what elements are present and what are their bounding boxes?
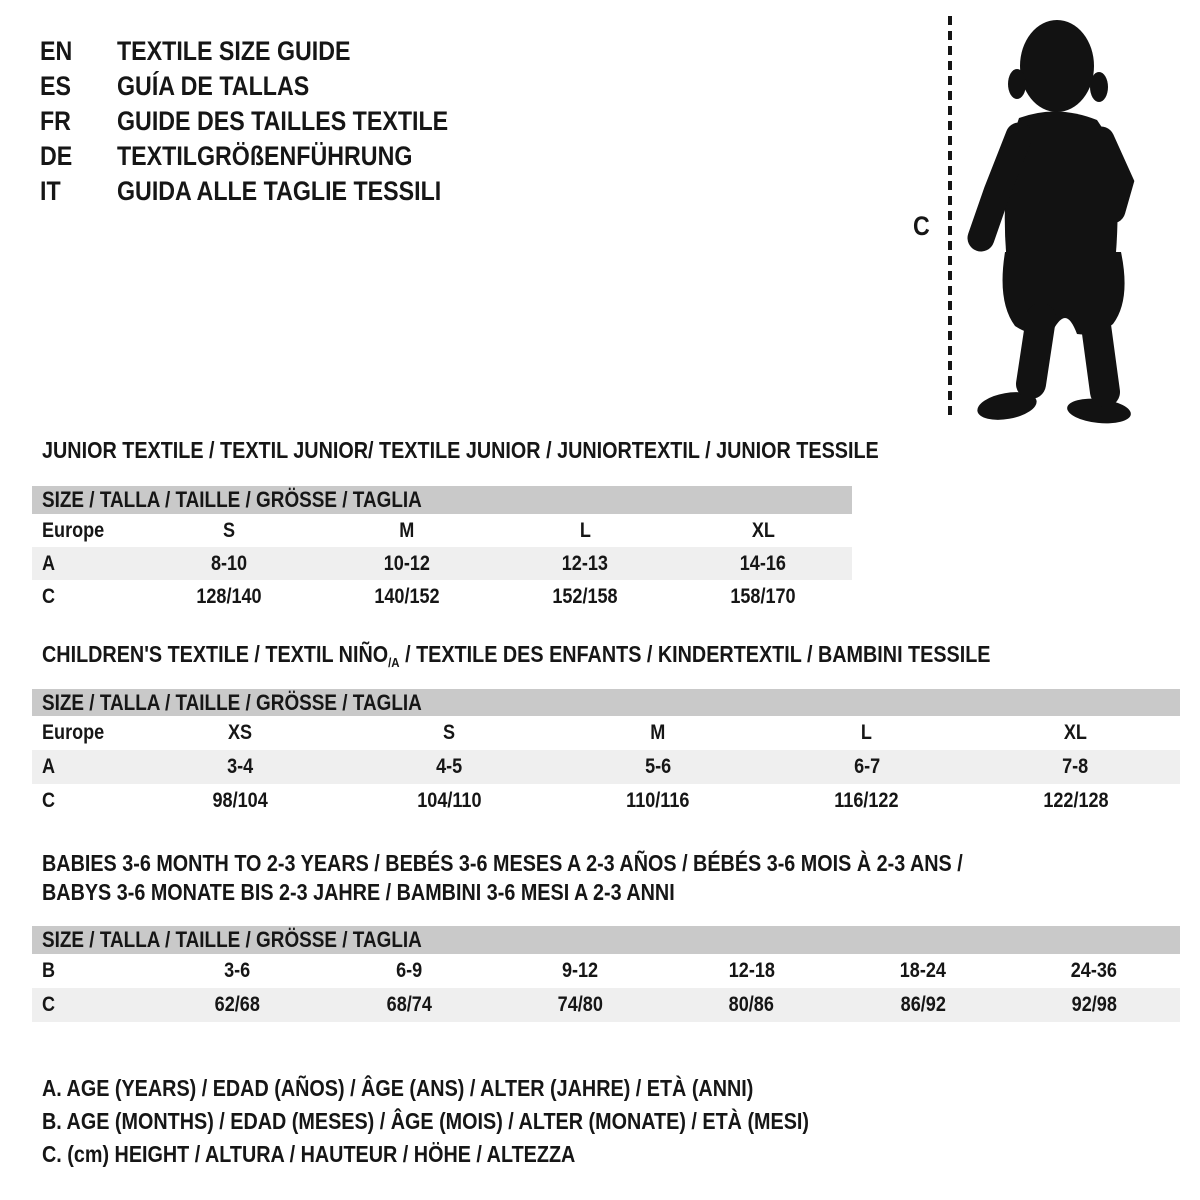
language-code-text: EN [40, 36, 73, 66]
language-title [117, 141, 461, 171]
language-code [40, 176, 64, 206]
cell-text: L [861, 721, 873, 744]
silhouette-ear-right [1090, 72, 1108, 102]
table-row-age [32, 547, 852, 580]
cell-text: XL [751, 518, 775, 542]
row-label-text: C [42, 584, 56, 608]
cell [140, 585, 318, 609]
cell [674, 552, 852, 576]
cell-text: M [399, 518, 415, 542]
cell [496, 552, 674, 576]
cell [323, 959, 494, 983]
footnote-text: C. (cm) HEIGHT / ALTURA / HAUTEUR / HÖHE / ALTEZZA [42, 1141, 576, 1167]
silhouette-ear-left [1008, 69, 1026, 99]
cell [971, 789, 1180, 813]
row-label [32, 755, 136, 779]
row-label-text: A [42, 551, 56, 575]
cell [762, 721, 971, 745]
footnote-text: A. AGE (YEARS) / EDAD (AÑOS) / ÂGE (ANS) / ALTER (JAHRE) / ETÀ (ANNI) [42, 1075, 754, 1101]
cell-text: 7-8 [1062, 755, 1089, 778]
cell-text: 9-12 [562, 959, 599, 982]
cell [345, 755, 554, 779]
cell [554, 755, 763, 779]
row-label [32, 789, 136, 813]
table-title-babies-line1-text: BABIES 3-6 MONTH TO 2-3 YEARS / BEBÉS 3-6 MESES A 2-3 AÑOS / BÉBÉS 3-6 MOIS À 2-3 ANS / [42, 850, 963, 876]
cell [971, 721, 1180, 745]
cell-text: 24-36 [1071, 959, 1118, 982]
cell [762, 755, 971, 779]
table-row-height [32, 580, 852, 613]
cell-text: 3-6 [224, 959, 251, 982]
title-part: CHILDREN'S TEXTILE / TEXTIL NIÑO [42, 641, 389, 667]
cell [345, 789, 554, 813]
toddler-silhouette [963, 12, 1193, 427]
cell [554, 789, 763, 813]
cell-text: 104/110 [417, 789, 482, 812]
row-label-text: A [42, 755, 56, 778]
language-title-text: TEXTILE SIZE GUIDE [117, 36, 351, 66]
cell [496, 585, 674, 609]
height-measure-label-text: C [913, 211, 930, 241]
cell [152, 959, 323, 983]
cell-text: 68/74 [386, 993, 432, 1016]
language-title [117, 36, 389, 66]
cell [136, 721, 345, 745]
title-part: / TEXTILE DES ENFANTS / KINDERTEXTIL / BAMBINI TESSILE [399, 641, 991, 667]
cell [318, 519, 496, 543]
language-code [40, 71, 76, 101]
language-title [117, 176, 494, 206]
table-row-height [32, 784, 1180, 818]
size-header-bar [32, 689, 1180, 716]
language-code [40, 141, 78, 171]
cell-text: XS [228, 721, 253, 744]
cell-text: 74/80 [557, 993, 603, 1016]
cell-text: S [443, 721, 456, 744]
row-label-text: B [42, 959, 56, 982]
table-title-junior [42, 436, 1015, 464]
size-table-children [32, 689, 1180, 818]
cell-text: 12-13 [561, 551, 609, 575]
height-measure-line [948, 16, 952, 415]
table-row-europe [32, 514, 852, 547]
cell-text: 6-7 [853, 755, 880, 778]
cell [554, 721, 763, 745]
table-title-children [42, 640, 1145, 671]
table-row-months [32, 954, 1180, 988]
silhouette-head [1020, 20, 1094, 112]
cell-text: 12-18 [728, 959, 775, 982]
cell-text: 10-12 [383, 551, 431, 575]
cell [318, 585, 496, 609]
cell [1009, 993, 1180, 1017]
table-title-children-text [42, 640, 990, 677]
row-label [32, 585, 140, 609]
table-title-babies-line2 [42, 878, 778, 906]
row-label [32, 519, 140, 543]
cell-text: 122/128 [1042, 789, 1109, 812]
table-title-babies-line1 [42, 849, 1113, 877]
cell [345, 721, 554, 745]
cell [674, 585, 852, 609]
cell [323, 993, 494, 1017]
cell-text: 5-6 [644, 755, 672, 778]
size-header-bar [32, 926, 1180, 954]
row-label-text: Europe [42, 721, 105, 744]
language-code [40, 36, 78, 66]
table-title-babies-line2-text: BABYS 3-6 MONATE BIS 2-3 JAHRE / BAMBINI 3-6 MESI A 2-3 ANNI [42, 879, 675, 905]
cell-text: 140/152 [374, 584, 440, 608]
cell-text: 80/86 [729, 993, 775, 1016]
cell-text: 18-24 [899, 959, 947, 982]
cell-text: 4-5 [436, 755, 463, 778]
cell-text: XL [1064, 721, 1088, 744]
language-title-text: TEXTILGRÖßENFÜHRUNG [117, 141, 413, 171]
table-title-junior-text: JUNIOR TEXTILE / TEXTIL JUNIOR/ TEXTILE JUNIOR / JUNIORTEXTIL / JUNIOR TESSILE [42, 437, 879, 463]
size-header-text: SIZE / TALLA / TAILLE / GRÖSSE / TAGLIA [42, 487, 422, 512]
size-table-junior [32, 486, 852, 613]
language-title [117, 71, 341, 101]
table-row-age [32, 750, 1180, 784]
row-label-text: C [42, 993, 56, 1016]
cell-text: 62/68 [215, 993, 261, 1016]
cell [1009, 959, 1180, 983]
cell [674, 519, 852, 543]
cell-text: L [579, 518, 591, 542]
cell-text: 128/140 [196, 584, 262, 608]
height-measure-label [913, 211, 933, 241]
language-code-text: DE [40, 141, 73, 171]
cell [496, 519, 674, 543]
language-title-text: GUIDE DES TAILLES TEXTILE [117, 106, 449, 136]
cell-text: S [222, 518, 236, 542]
size-header-text: SIZE / TALLA / TAILLE / GRÖSSE / TAGLIA [42, 690, 422, 715]
language-code-text: FR [40, 106, 71, 136]
table-row-height [32, 988, 1180, 1022]
footnote-age-months [42, 1107, 934, 1135]
cell-text: 14-16 [739, 551, 787, 575]
title-subscript: /A [388, 655, 400, 671]
cell-text: 92/98 [1071, 993, 1117, 1016]
cell-text: 3-4 [227, 755, 254, 778]
language-title-text: GUIDA ALLE TAGLIE TESSILI [117, 176, 442, 206]
cell-text: 152/158 [552, 584, 618, 608]
cell-text: 86/92 [900, 993, 946, 1016]
cell-text: 6-9 [395, 959, 423, 982]
cell [140, 519, 318, 543]
cell [666, 993, 837, 1017]
cell-text: M [650, 721, 666, 744]
silhouette-leg-right [1095, 318, 1105, 392]
cell-text: 8-10 [210, 551, 248, 575]
footnote-age-years [42, 1074, 869, 1102]
cell-text: 98/104 [212, 789, 269, 812]
cell [140, 552, 318, 576]
row-label-text: C [42, 789, 56, 812]
footnote-text: B. AGE (MONTHS) / EDAD (MESES) / ÂGE (MOIS) / ALTER (MONATE) / ETÀ (MESI) [42, 1108, 809, 1134]
cell [136, 755, 345, 779]
cell [136, 789, 345, 813]
language-title-text: GUÍA DE TALLAS [117, 71, 310, 101]
row-label [32, 721, 136, 745]
language-code-text: ES [40, 71, 71, 101]
cell [495, 993, 666, 1017]
cell-text: 116/122 [834, 789, 899, 812]
cell [152, 993, 323, 1017]
cell-text: 158/170 [730, 584, 796, 608]
language-code-text: IT [40, 176, 61, 206]
language-code [40, 106, 76, 136]
cell [837, 993, 1008, 1017]
cell [495, 959, 666, 983]
cell-text: 110/116 [626, 789, 690, 812]
language-title [117, 106, 502, 136]
row-label [32, 959, 152, 983]
cell [971, 755, 1180, 779]
row-label [32, 993, 152, 1017]
cell [762, 789, 971, 813]
footnote-height-cm [42, 1140, 662, 1168]
cell [837, 959, 1008, 983]
cell [666, 959, 837, 983]
size-header-bar [32, 486, 852, 514]
silhouette-arm-right [1101, 140, 1120, 210]
silhouette-leg-left [1031, 318, 1041, 384]
size-table-babies [32, 926, 1180, 1022]
cell [318, 552, 496, 576]
size-header-text: SIZE / TALLA / TAILLE / GRÖSSE / TAGLIA [42, 927, 422, 952]
row-label [32, 552, 140, 576]
table-row-europe [32, 716, 1180, 750]
row-label-text: Europe [42, 518, 105, 542]
